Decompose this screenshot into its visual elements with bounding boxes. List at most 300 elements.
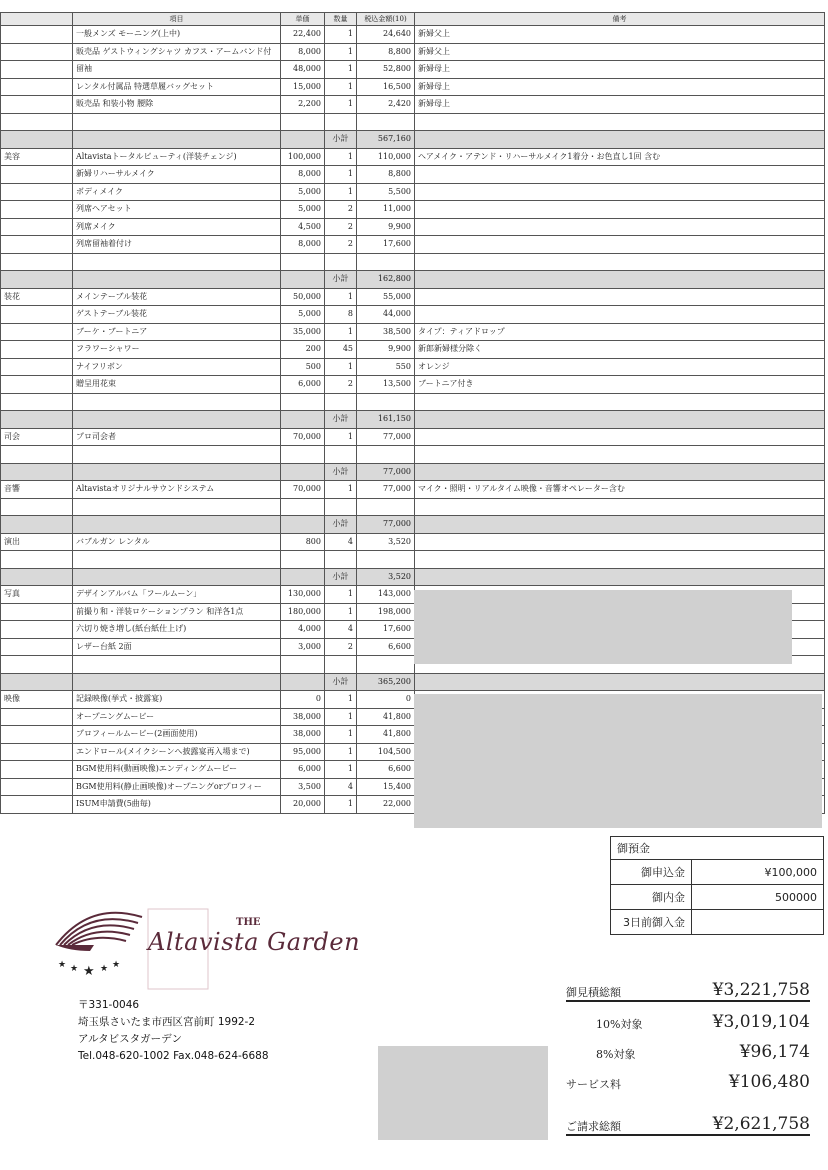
subtotal-label: 小計 <box>325 673 357 691</box>
row-price: 48,000 <box>281 61 325 79</box>
row-item: オープニングムービー <box>73 708 281 726</box>
row-price: 22,400 <box>281 26 325 44</box>
row-amount: 41,800 <box>357 726 415 744</box>
row-price: 0 <box>281 691 325 709</box>
row-price: 5,000 <box>281 306 325 324</box>
row-note: マイク・照明・リアルタイム映像・音響オペレーター含む <box>415 481 825 499</box>
row-category: 演出 <box>1 533 73 551</box>
subtotal-amount: 162,800 <box>357 271 415 289</box>
row-price: 5,000 <box>281 201 325 219</box>
subtotal-row <box>1 463 825 481</box>
blank-cell <box>281 551 325 569</box>
table-row <box>1 376 825 394</box>
subtotal-cell <box>73 673 281 691</box>
subtotal-cell <box>415 516 825 534</box>
subtotal-cell <box>415 673 825 691</box>
row-category <box>1 341 73 359</box>
row-qty: 1 <box>325 586 357 604</box>
row-category <box>1 236 73 254</box>
deposit-label: 御申込金 <box>611 860 692 885</box>
row-amount: 8,800 <box>357 43 415 61</box>
row-category <box>1 61 73 79</box>
subtotal-cell <box>73 271 281 289</box>
row-amount: 5,500 <box>357 183 415 201</box>
total-label: 10%対象 <box>596 1018 643 1031</box>
table-row <box>1 148 825 166</box>
deposit-label: 御内金 <box>611 885 692 910</box>
row-qty: 1 <box>325 148 357 166</box>
row-amount: 55,000 <box>357 288 415 306</box>
blank-cell <box>281 393 325 411</box>
blank-cell <box>1 498 73 516</box>
blank-cell <box>325 656 357 674</box>
row-amount: 9,900 <box>357 341 415 359</box>
row-item: ナイフリボン <box>73 358 281 376</box>
header-amount: 税込金額(10) <box>357 13 415 26</box>
row-price: 20,000 <box>281 796 325 814</box>
subtotal-cell <box>281 463 325 481</box>
row-item: 販売品 ゲストウィングシャツ カフス・アームバンド付 <box>73 43 281 61</box>
table-row <box>1 43 825 61</box>
table-row <box>1 183 825 201</box>
total-label: ご請求総額 <box>566 1120 621 1133</box>
row-amount: 8,800 <box>357 166 415 184</box>
subtotal-label: 小計 <box>325 131 357 149</box>
blank-cell <box>1 393 73 411</box>
row-note: オレンジ <box>415 358 825 376</box>
row-price: 38,000 <box>281 726 325 744</box>
blank-cell <box>1 113 73 131</box>
subtotal-label: 小計 <box>325 411 357 429</box>
blank-cell <box>73 253 281 271</box>
row-category <box>1 796 73 814</box>
row-category: 音響 <box>1 481 73 499</box>
deposit-table <box>610 836 824 935</box>
blank-cell <box>281 253 325 271</box>
row-qty: 4 <box>325 533 357 551</box>
header-qty: 数量 <box>325 13 357 26</box>
row-qty: 1 <box>325 166 357 184</box>
row-qty: 8 <box>325 306 357 324</box>
row-item: 新婦リハーサルメイク <box>73 166 281 184</box>
blank-cell <box>1 656 73 674</box>
row-item: 六切り焼き増し(紙台紙仕上げ) <box>73 621 281 639</box>
subtotal-cell <box>281 131 325 149</box>
row-qty: 1 <box>325 428 357 446</box>
subtotal-cell <box>281 673 325 691</box>
row-qty: 1 <box>325 288 357 306</box>
table-header-row <box>1 13 825 26</box>
row-category <box>1 743 73 761</box>
row-category <box>1 201 73 219</box>
subtotal-cell <box>73 131 281 149</box>
row-amount: 9,900 <box>357 218 415 236</box>
subtotal-cell <box>1 131 73 149</box>
blank-cell <box>281 498 325 516</box>
row-item: Altavistaオリジナルサウンドシステム <box>73 481 281 499</box>
row-price: 35,000 <box>281 323 325 341</box>
row-note <box>415 306 825 324</box>
row-price: 50,000 <box>281 288 325 306</box>
row-price: 15,000 <box>281 78 325 96</box>
blank-cell <box>325 393 357 411</box>
redaction-block-photo <box>414 590 792 664</box>
row-qty: 1 <box>325 78 357 96</box>
total-row-8pct <box>566 1032 810 1062</box>
total-value: ¥96,174 <box>739 1042 810 1062</box>
row-category <box>1 638 73 656</box>
subtotal-label: 小計 <box>325 271 357 289</box>
blank-cell <box>357 498 415 516</box>
row-qty: 1 <box>325 43 357 61</box>
subtotal-amount: 365,200 <box>357 673 415 691</box>
blank-row <box>1 393 825 411</box>
row-item: エンドロール(メイクシーンへ披露宴再入場まで) <box>73 743 281 761</box>
row-price: 70,000 <box>281 481 325 499</box>
blank-cell <box>73 551 281 569</box>
row-price: 130,000 <box>281 586 325 604</box>
subtotal-cell <box>415 463 825 481</box>
row-price: 3,000 <box>281 638 325 656</box>
row-item: Altavistaトータルビューティ(洋装チェンジ) <box>73 148 281 166</box>
row-category <box>1 96 73 114</box>
row-category <box>1 778 73 796</box>
row-item: レンタル付属品 特選草履バッグセット <box>73 78 281 96</box>
row-item: プロフィールムービー(2画面使用) <box>73 726 281 744</box>
blank-cell <box>357 393 415 411</box>
total-label: 8%対象 <box>596 1048 636 1061</box>
row-amount: 550 <box>357 358 415 376</box>
row-category <box>1 323 73 341</box>
row-item: 列席ヘアセット <box>73 201 281 219</box>
subtotal-cell <box>281 271 325 289</box>
row-note <box>415 201 825 219</box>
blank-cell <box>415 253 825 271</box>
subtotal-cell <box>415 411 825 429</box>
blank-cell <box>1 446 73 464</box>
row-note: 新婦母上 <box>415 61 825 79</box>
svg-text:★: ★ <box>58 960 67 970</box>
row-qty: 1 <box>325 183 357 201</box>
row-category: 司会 <box>1 428 73 446</box>
row-amount: 104,500 <box>357 743 415 761</box>
table-row <box>1 481 825 499</box>
subtotal-cell <box>1 516 73 534</box>
row-amount: 52,800 <box>357 61 415 79</box>
row-price: 100,000 <box>281 148 325 166</box>
blank-cell <box>325 113 357 131</box>
blank-cell <box>415 393 825 411</box>
deposit-value: 500000 <box>692 885 824 910</box>
blank-cell <box>1 551 73 569</box>
table-row <box>1 428 825 446</box>
row-note <box>415 183 825 201</box>
deposit-row <box>611 910 824 935</box>
row-category <box>1 761 73 779</box>
row-item: プロ司会者 <box>73 428 281 446</box>
row-price: 70,000 <box>281 428 325 446</box>
row-item: レザー台紙 2面 <box>73 638 281 656</box>
subtotal-label: 小計 <box>325 516 357 534</box>
subtotal-label: 小計 <box>325 568 357 586</box>
row-price: 8,000 <box>281 236 325 254</box>
row-item: 前撮り和・洋装ロケーションプラン 和洋各1点 <box>73 603 281 621</box>
row-qty: 2 <box>325 218 357 236</box>
row-price: 500 <box>281 358 325 376</box>
svg-text:★: ★ <box>83 964 95 979</box>
row-note: ブートニア付き <box>415 376 825 394</box>
row-item: 列席留袖着付け <box>73 236 281 254</box>
row-item: 一般メンズ モーニング(上中) <box>73 26 281 44</box>
row-category <box>1 183 73 201</box>
row-qty: 45 <box>325 341 357 359</box>
table-row <box>1 323 825 341</box>
row-amount: 0 <box>357 691 415 709</box>
subtotal-cell <box>73 568 281 586</box>
row-note <box>415 166 825 184</box>
row-amount: 198,000 <box>357 603 415 621</box>
blank-row <box>1 113 825 131</box>
row-amount: 2,420 <box>357 96 415 114</box>
row-category: 装花 <box>1 288 73 306</box>
subtotal-cell <box>73 411 281 429</box>
row-category <box>1 43 73 61</box>
row-amount: 6,600 <box>357 638 415 656</box>
row-qty: 1 <box>325 691 357 709</box>
row-qty: 2 <box>325 638 357 656</box>
row-price: 800 <box>281 533 325 551</box>
row-category <box>1 306 73 324</box>
subtotal-row <box>1 568 825 586</box>
row-item: メインテーブル装花 <box>73 288 281 306</box>
row-price: 6,000 <box>281 761 325 779</box>
row-qty: 1 <box>325 761 357 779</box>
row-category <box>1 621 73 639</box>
subtotal-row <box>1 411 825 429</box>
table-row <box>1 236 825 254</box>
total-row-service <box>566 1062 810 1092</box>
table-row <box>1 201 825 219</box>
blank-cell <box>1 253 73 271</box>
row-amount: 110,000 <box>357 148 415 166</box>
row-note <box>415 428 825 446</box>
blank-row <box>1 498 825 516</box>
row-qty: 1 <box>325 726 357 744</box>
row-category <box>1 603 73 621</box>
row-amount: 3,520 <box>357 533 415 551</box>
row-qty: 1 <box>325 743 357 761</box>
row-price: 8,000 <box>281 43 325 61</box>
blank-cell <box>415 498 825 516</box>
row-note: 新婦母上 <box>415 96 825 114</box>
subtotal-amount: 161,150 <box>357 411 415 429</box>
row-category <box>1 78 73 96</box>
blank-cell <box>415 446 825 464</box>
row-amount: 41,800 <box>357 708 415 726</box>
row-note: 新婦父上 <box>415 26 825 44</box>
total-row-estimate <box>566 970 810 1002</box>
row-amount: 6,600 <box>357 761 415 779</box>
blank-cell <box>73 498 281 516</box>
row-category <box>1 708 73 726</box>
svg-text:★: ★ <box>70 964 79 974</box>
row-qty: 1 <box>325 61 357 79</box>
row-item: 記録映像(挙式・披露宴) <box>73 691 281 709</box>
subtotal-cell <box>415 131 825 149</box>
total-value: ¥3,221,758 <box>712 980 810 1000</box>
row-price: 4,500 <box>281 218 325 236</box>
blank-cell <box>325 498 357 516</box>
blank-cell <box>357 551 415 569</box>
blank-row <box>1 253 825 271</box>
total-value: ¥3,019,104 <box>712 1012 810 1032</box>
subtotal-cell <box>1 271 73 289</box>
row-price: 8,000 <box>281 166 325 184</box>
row-price: 5,000 <box>281 183 325 201</box>
row-item: ISUM申請費(5曲毎) <box>73 796 281 814</box>
row-amount: 13,500 <box>357 376 415 394</box>
row-item: 列席メイク <box>73 218 281 236</box>
row-note <box>415 288 825 306</box>
blank-cell <box>73 393 281 411</box>
row-qty: 4 <box>325 778 357 796</box>
table-row <box>1 26 825 44</box>
row-category: 映像 <box>1 691 73 709</box>
row-item: 販売品 和装小物 腰除 <box>73 96 281 114</box>
row-item: 贈呈用花束 <box>73 376 281 394</box>
row-qty: 4 <box>325 621 357 639</box>
row-note: 新婦母上 <box>415 78 825 96</box>
row-category <box>1 166 73 184</box>
row-price: 180,000 <box>281 603 325 621</box>
row-amount: 143,000 <box>357 586 415 604</box>
row-qty: 1 <box>325 481 357 499</box>
row-amount: 22,000 <box>357 796 415 814</box>
blank-cell <box>325 253 357 271</box>
row-price: 38,000 <box>281 708 325 726</box>
header-category <box>1 13 73 26</box>
table-row <box>1 533 825 551</box>
row-price: 2,200 <box>281 96 325 114</box>
blank-cell <box>357 113 415 131</box>
row-amount: 24,640 <box>357 26 415 44</box>
blank-cell <box>325 551 357 569</box>
row-item: バブルガン レンタル <box>73 533 281 551</box>
blank-cell <box>73 446 281 464</box>
blank-row <box>1 446 825 464</box>
row-item: BGM使用料(静止画映像)オープニングorプロフィー <box>73 778 281 796</box>
deposit-title: 御預金 <box>611 837 824 860</box>
blank-cell <box>281 113 325 131</box>
blank-cell <box>357 656 415 674</box>
subtotal-cell <box>281 568 325 586</box>
subtotal-amount: 77,000 <box>357 516 415 534</box>
blank-cell <box>357 446 415 464</box>
row-amount: 38,500 <box>357 323 415 341</box>
total-label: 御見積総額 <box>566 986 621 999</box>
subtotal-row <box>1 271 825 289</box>
row-price: 3,500 <box>281 778 325 796</box>
company-contact: Tel.048-620-1002 Fax.048-624-6688 <box>78 1050 269 1062</box>
blank-cell <box>281 656 325 674</box>
header-price: 単価 <box>281 13 325 26</box>
subtotal-amount: 567,160 <box>357 131 415 149</box>
row-price: 200 <box>281 341 325 359</box>
row-item: 留袖 <box>73 61 281 79</box>
subtotal-cell <box>1 463 73 481</box>
blank-cell <box>415 113 825 131</box>
subtotal-cell <box>415 271 825 289</box>
row-qty: 1 <box>325 358 357 376</box>
row-note: タイプ：ティアドロップ <box>415 323 825 341</box>
row-note <box>415 218 825 236</box>
deposit-label: 3日前御入金 <box>611 910 692 935</box>
blank-cell <box>73 113 281 131</box>
row-amount: 77,000 <box>357 428 415 446</box>
deposit-value <box>692 910 824 935</box>
deposit-value: ¥100,000 <box>692 860 824 885</box>
table-row <box>1 341 825 359</box>
row-item: BGM使用料(動画映像)エンディングムービー <box>73 761 281 779</box>
row-amount: 17,600 <box>357 621 415 639</box>
blank-cell <box>357 253 415 271</box>
row-qty: 1 <box>325 708 357 726</box>
table-row <box>1 288 825 306</box>
row-note <box>415 533 825 551</box>
row-note: 新郎新婦様分除く <box>415 341 825 359</box>
subtotal-cell <box>281 516 325 534</box>
row-amount: 15,400 <box>357 778 415 796</box>
row-qty: 1 <box>325 796 357 814</box>
redaction-block-video <box>414 694 822 828</box>
row-qty: 2 <box>325 376 357 394</box>
row-category <box>1 26 73 44</box>
row-item: デザインアルバム「フールムーン」 <box>73 586 281 604</box>
row-category <box>1 218 73 236</box>
subtotal-row <box>1 131 825 149</box>
subtotal-row <box>1 516 825 534</box>
row-category: 美容 <box>1 148 73 166</box>
row-qty: 1 <box>325 603 357 621</box>
row-category <box>1 376 73 394</box>
header-note: 備考 <box>415 13 825 26</box>
subtotal-cell <box>415 568 825 586</box>
deposit-row <box>611 885 824 910</box>
row-note: ヘアメイク・アテンド・リハーサルメイク1着分・お色直し1回 含む <box>415 148 825 166</box>
table-row <box>1 96 825 114</box>
subtotal-row <box>1 673 825 691</box>
row-amount: 16,500 <box>357 78 415 96</box>
subtotal-cell <box>281 411 325 429</box>
subtotal-cell <box>73 463 281 481</box>
row-amount: 17,600 <box>357 236 415 254</box>
blank-cell <box>325 446 357 464</box>
row-amount: 44,000 <box>357 306 415 324</box>
deposit-row <box>611 860 824 885</box>
subtotal-cell <box>1 673 73 691</box>
total-row-10pct <box>566 1002 810 1032</box>
row-category <box>1 726 73 744</box>
row-qty: 2 <box>325 236 357 254</box>
subtotal-amount: 3,520 <box>357 568 415 586</box>
row-item: ゲストテーブル装花 <box>73 306 281 324</box>
table-row <box>1 166 825 184</box>
row-price: 95,000 <box>281 743 325 761</box>
subtotal-cell <box>73 516 281 534</box>
row-item: ボディメイク <box>73 183 281 201</box>
total-row-billing <box>566 1104 810 1136</box>
company-name-ja: アルタビスタガーデン <box>78 1033 182 1045</box>
